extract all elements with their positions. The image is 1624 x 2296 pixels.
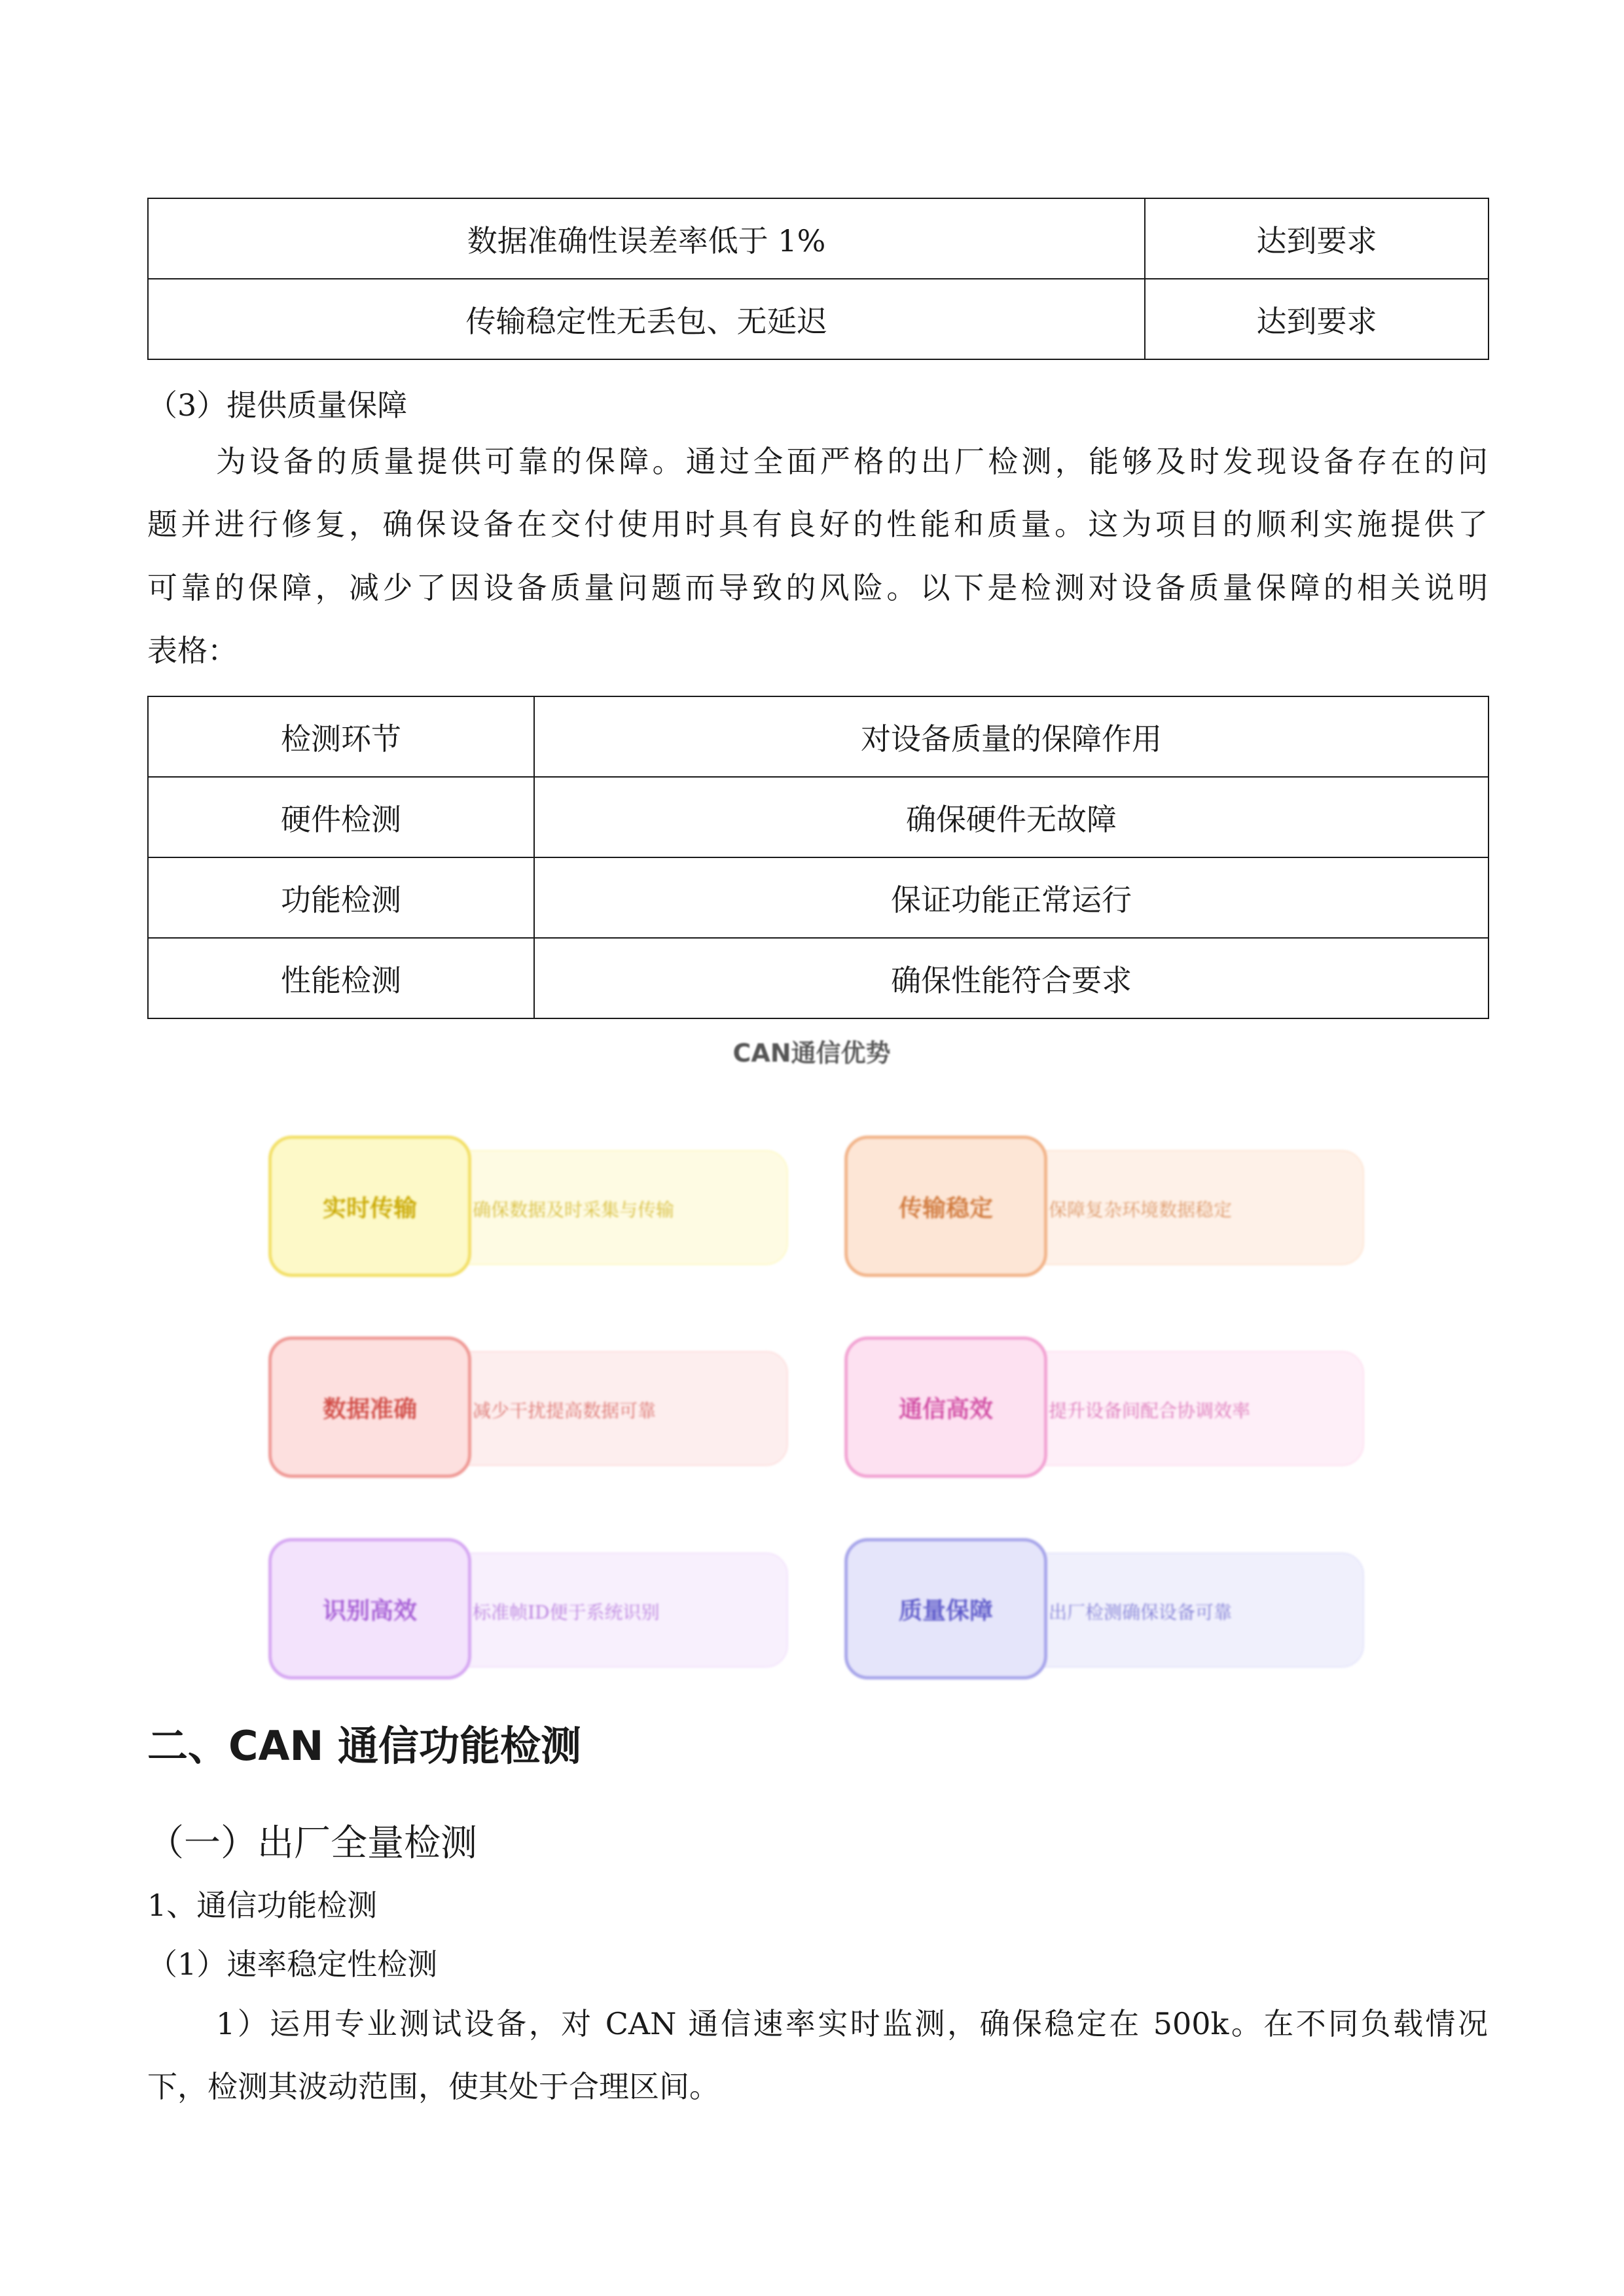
- advantage-desc: 确保数据及时采集与传输: [473, 1199, 675, 1221]
- table-cell: 确保性能符合要求: [534, 938, 1489, 1018]
- advantage-desc-box: [1001, 1552, 1364, 1668]
- table-cell: 性能检测: [148, 938, 534, 1018]
- advantage-label: 识别高效: [322, 1596, 417, 1624]
- advantage-card: [268, 1336, 792, 1487]
- table-header: 检测环节: [148, 696, 534, 777]
- table-row: [148, 279, 1489, 359]
- paragraph-line: 题并进行修复，确保设备在交付使用时具有良好的性能和质量。这为项目的顺利实施提供了: [147, 507, 1488, 542]
- result-table: [147, 198, 1489, 360]
- quality-table: [147, 696, 1489, 1019]
- advantage-label: 实时传输: [322, 1194, 417, 1222]
- advantage-label-tile: [268, 1136, 471, 1277]
- item-heading: 1、通信功能检测: [147, 1888, 378, 1923]
- table-cell: 数据准确性误差率低于 1%: [148, 198, 1145, 279]
- advantage-label: 传输稳定: [898, 1194, 993, 1222]
- paragraph-line: 下，检测其波动范围，使其处于合理区间。: [147, 2069, 719, 2104]
- advantage-desc: 保障复杂环境数据稳定: [1049, 1199, 1233, 1221]
- table-cell: 功能检测: [148, 857, 534, 938]
- advantage-card: [844, 1538, 1368, 1689]
- subsection-title: （一）出厂全量检测: [147, 1822, 477, 1865]
- advantage-desc: 标准帧ID便于系统识别: [473, 1602, 660, 1623]
- advantage-label: 数据准确: [322, 1395, 417, 1423]
- item-heading: （1）速率稳定性检测: [147, 1946, 438, 1982]
- advantage-label-tile: [268, 1538, 471, 1679]
- figure-title: CAN通信优势: [732, 1039, 891, 1067]
- advantage-label: 质量保障: [898, 1596, 993, 1624]
- advantage-desc: 提升设备间配合协调效率: [1049, 1400, 1251, 1422]
- advantage-desc-box: [1001, 1150, 1364, 1265]
- advantage-desc-box: [425, 1552, 788, 1668]
- section-heading: （3）提供质量保障: [147, 387, 408, 423]
- paragraph-line: 为设备的质量提供可靠的保障。通过全面严格的出厂检测，能够及时发现设备存在的问: [216, 444, 1488, 479]
- advantage-desc: 减少干扰提高数据可靠: [473, 1400, 657, 1422]
- advantage-label-tile: [268, 1336, 471, 1478]
- advantage-label-tile: [844, 1336, 1047, 1478]
- advantage-card: [844, 1336, 1368, 1487]
- advantage-card: [268, 1136, 792, 1286]
- paragraph-line: 表格：: [147, 633, 238, 668]
- table-row: [148, 777, 1489, 857]
- advantage-card: [844, 1136, 1368, 1286]
- table-cell: 硬件检测: [148, 777, 534, 857]
- paragraph-line: 1）运用专业测试设备，对 CAN 通信速率实时监测，确保稳定在 500k。在不同负载情况: [216, 2006, 1488, 2041]
- table-cell: 保证功能正常运行: [534, 857, 1489, 938]
- table-cell: 传输稳定性无丢包、无延迟: [148, 279, 1145, 359]
- section-title: 二、CAN 通信功能检测: [147, 1722, 581, 1770]
- table-header-row: [148, 696, 1489, 777]
- advantage-desc-box: [425, 1351, 788, 1466]
- advantage-label-tile: [844, 1136, 1047, 1277]
- table-header: 对设备质量的保障作用: [534, 696, 1489, 777]
- table-cell: 达到要求: [1145, 279, 1489, 359]
- table-row: [148, 857, 1489, 938]
- table-row: [148, 198, 1489, 279]
- table-cell: 确保硬件无故障: [534, 777, 1489, 857]
- advantage-desc: 出厂检测确保设备可靠: [1049, 1602, 1233, 1623]
- advantage-label: 通信高效: [898, 1395, 993, 1423]
- table-row: [148, 938, 1489, 1018]
- advantage-desc-box: [1001, 1351, 1364, 1466]
- table-cell: 达到要求: [1145, 198, 1489, 279]
- advantage-card: [268, 1538, 792, 1689]
- advantage-label-tile: [844, 1538, 1047, 1679]
- advantage-desc-box: [425, 1150, 788, 1265]
- paragraph-line: 可靠的保障，减少了因设备质量问题而导致的风险。以下是检测对设备质量保障的相关说明: [147, 570, 1488, 605]
